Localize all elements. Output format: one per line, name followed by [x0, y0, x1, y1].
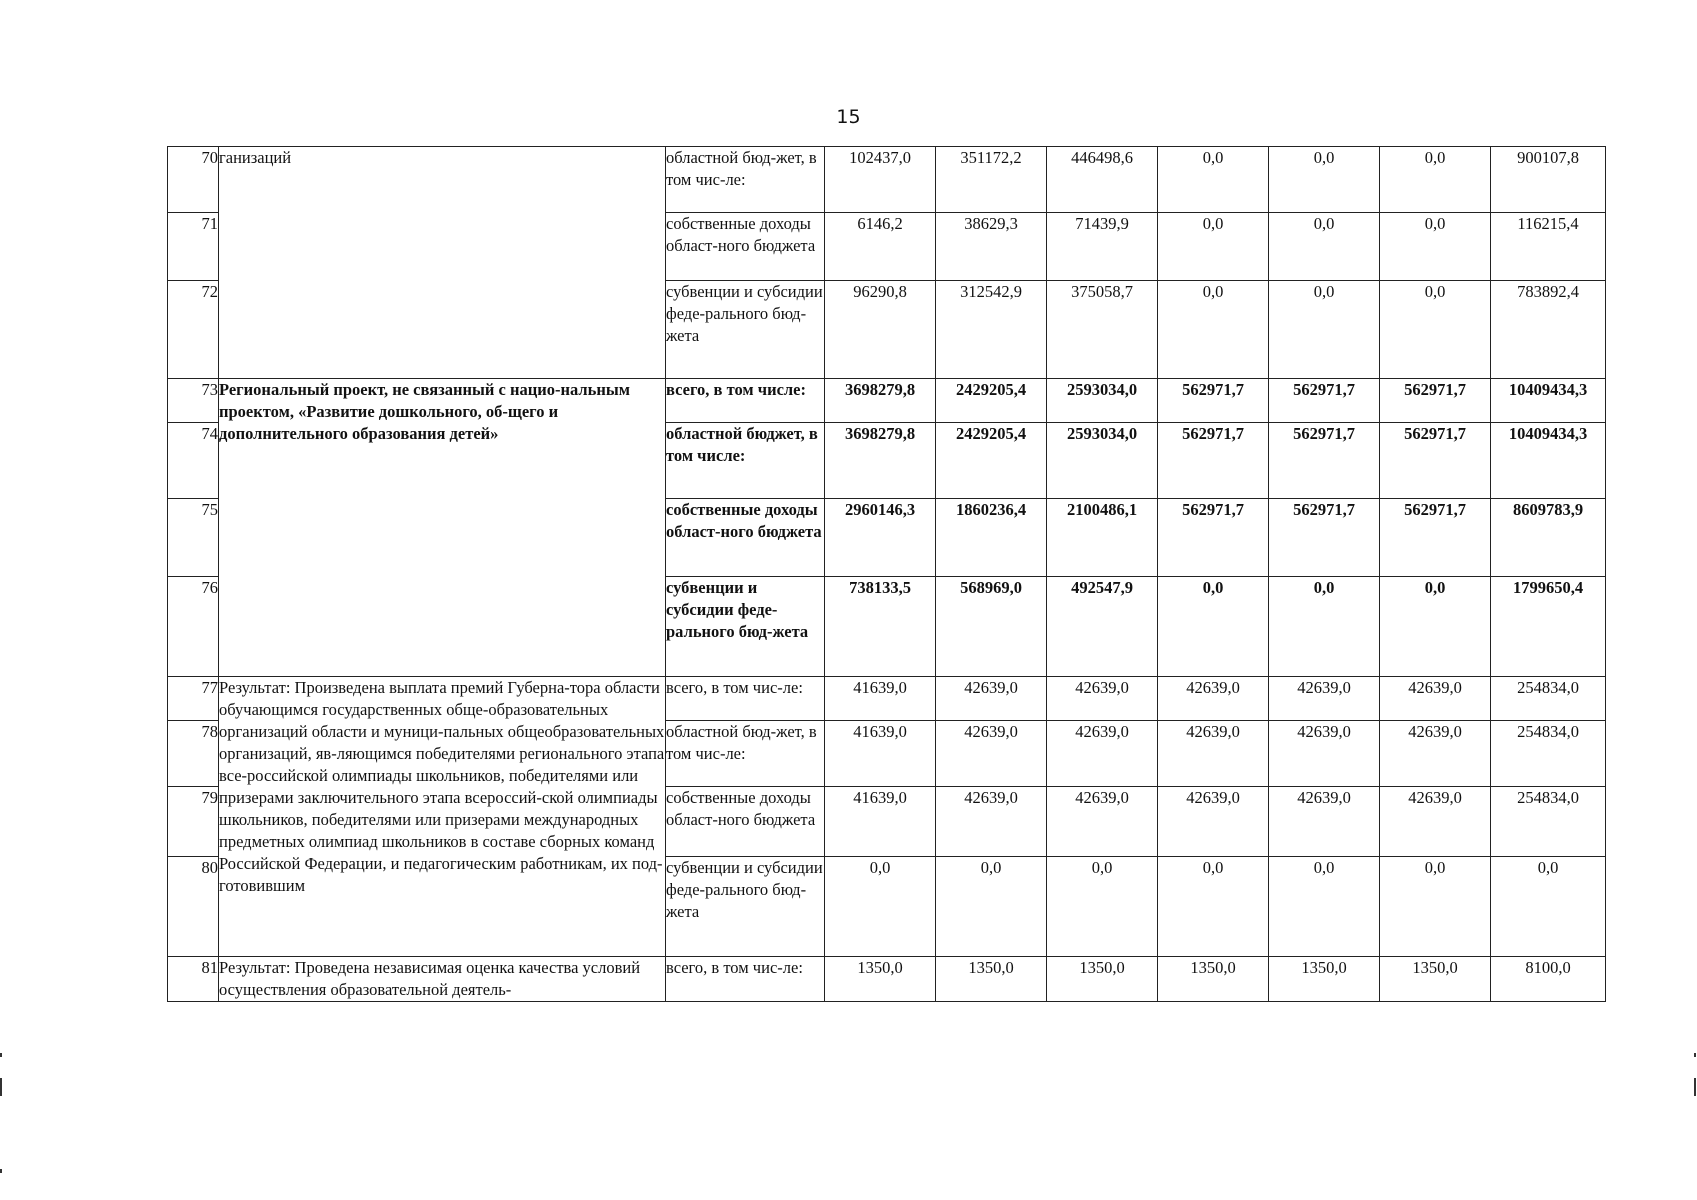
value-cell: 1350,0 [1269, 957, 1380, 1002]
value-cell: 3698279,8 [825, 379, 936, 423]
group-description: ганизаций [219, 147, 666, 379]
funding-source: всего, в том чис-ле: [666, 677, 825, 721]
value-cell: 562971,7 [1380, 499, 1491, 577]
value-cell: 1350,0 [825, 957, 936, 1002]
value-cell: 562971,7 [1158, 379, 1269, 423]
funding-source: областной бюд-жет, в том чис-ле: [666, 721, 825, 787]
value-cell: 1350,0 [936, 957, 1047, 1002]
value-cell: 42639,0 [1269, 677, 1380, 721]
table-row [168, 379, 1606, 423]
funding-source: субвенции и субсидии феде-рального бюд-жета [666, 281, 825, 379]
value-cell: 492547,9 [1047, 577, 1158, 677]
value-cell: 562971,7 [1269, 423, 1380, 499]
row-number: 70 [168, 147, 219, 213]
funding-source: субвенции и субсидии феде-рального бюд-жета [666, 857, 825, 957]
scan-edge-mark [1694, 1053, 1696, 1057]
total-cell: 10409434,3 [1491, 379, 1606, 423]
total-cell: 254834,0 [1491, 787, 1606, 857]
value-cell: 0,0 [1269, 213, 1380, 281]
funding-source: всего, в том числе: [666, 379, 825, 423]
value-cell: 42639,0 [1158, 677, 1269, 721]
table-row [168, 957, 1606, 1002]
total-cell: 783892,4 [1491, 281, 1606, 379]
value-cell: 0,0 [1380, 857, 1491, 957]
scan-edge-mark [0, 1169, 2, 1173]
table-row [168, 147, 1606, 213]
row-number: 72 [168, 281, 219, 379]
value-cell: 0,0 [1158, 147, 1269, 213]
row-number: 80 [168, 857, 219, 957]
value-cell: 0,0 [1380, 281, 1491, 379]
row-number: 71 [168, 213, 219, 281]
row-number: 73 [168, 379, 219, 423]
value-cell: 0,0 [1269, 147, 1380, 213]
scan-edge-mark [0, 1078, 2, 1096]
total-cell: 1799650,4 [1491, 577, 1606, 677]
value-cell: 71439,9 [1047, 213, 1158, 281]
value-cell: 2429205,4 [936, 423, 1047, 499]
total-cell: 0,0 [1491, 857, 1606, 957]
value-cell: 41639,0 [825, 677, 936, 721]
value-cell: 375058,7 [1047, 281, 1158, 379]
funding-source: субвенции и субсидии феде-рального бюд-жета [666, 577, 825, 677]
value-cell: 562971,7 [1380, 379, 1491, 423]
total-cell: 900107,8 [1491, 147, 1606, 213]
value-cell: 351172,2 [936, 147, 1047, 213]
value-cell: 42639,0 [1158, 787, 1269, 857]
value-cell: 562971,7 [1269, 379, 1380, 423]
row-number: 79 [168, 787, 219, 857]
value-cell: 0,0 [825, 857, 936, 957]
value-cell: 102437,0 [825, 147, 936, 213]
funding-source: собственные доходы област-ного бюджета [666, 499, 825, 577]
group-description: Региональный проект, не связанный с нацио-нальным проектом, «Развитие дошкольного, об-щего и дополнительного образования детей» [219, 379, 666, 677]
value-cell: 562971,7 [1269, 499, 1380, 577]
value-cell: 42639,0 [1158, 721, 1269, 787]
funding-source: всего, в том чис-ле: [666, 957, 825, 1002]
total-cell: 8609783,9 [1491, 499, 1606, 577]
value-cell: 0,0 [936, 857, 1047, 957]
row-number: 77 [168, 677, 219, 721]
table-row [168, 677, 1606, 721]
funding-source: областной бюджет, в том числе: [666, 423, 825, 499]
total-cell: 8100,0 [1491, 957, 1606, 1002]
value-cell: 562971,7 [1158, 499, 1269, 577]
total-cell: 254834,0 [1491, 677, 1606, 721]
row-number: 76 [168, 577, 219, 677]
value-cell: 562971,7 [1380, 423, 1491, 499]
scan-edge-mark [1694, 1078, 1696, 1096]
value-cell: 2960146,3 [825, 499, 936, 577]
value-cell: 0,0 [1158, 577, 1269, 677]
value-cell: 0,0 [1380, 213, 1491, 281]
row-number: 74 [168, 423, 219, 499]
value-cell: 0,0 [1158, 281, 1269, 379]
value-cell: 0,0 [1269, 577, 1380, 677]
funding-source: собственные доходы област-ного бюджета [666, 787, 825, 857]
value-cell: 96290,8 [825, 281, 936, 379]
value-cell: 42639,0 [1380, 721, 1491, 787]
value-cell: 42639,0 [1380, 787, 1491, 857]
group-description: Результат: Произведена выплата премий Губерна-тора области обучающимся государственных обще-образовательных организаций области и муници-пальных общеобразовательных организаций, яв-ляющимся победителями регионального этапа все-российской олимпиады школьников, победителями или призерами заключительного этапа всероссий-ской олимпиады школьников, победителями или призерами международных предметных олимпиад школьников в составе сборных команд Российской Федерации, и педагогическим работникам, их под-готовившим [219, 677, 666, 957]
value-cell: 42639,0 [936, 787, 1047, 857]
value-cell: 2593034,0 [1047, 423, 1158, 499]
value-cell: 2593034,0 [1047, 379, 1158, 423]
row-number: 81 [168, 957, 219, 1002]
value-cell: 0,0 [1380, 147, 1491, 213]
value-cell: 0,0 [1047, 857, 1158, 957]
value-cell: 42639,0 [1047, 787, 1158, 857]
scan-edge-mark [0, 1053, 2, 1057]
value-cell: 6146,2 [825, 213, 936, 281]
value-cell: 41639,0 [825, 787, 936, 857]
budget-table [167, 146, 1606, 1002]
value-cell: 0,0 [1380, 577, 1491, 677]
value-cell: 1350,0 [1047, 957, 1158, 1002]
value-cell: 2100486,1 [1047, 499, 1158, 577]
value-cell: 42639,0 [1269, 787, 1380, 857]
value-cell: 2429205,4 [936, 379, 1047, 423]
funding-source: областной бюд-жет, в том чис-ле: [666, 147, 825, 213]
value-cell: 1350,0 [1158, 957, 1269, 1002]
value-cell: 0,0 [1269, 281, 1380, 379]
value-cell: 0,0 [1158, 857, 1269, 957]
row-number: 75 [168, 499, 219, 577]
value-cell: 42639,0 [1047, 677, 1158, 721]
value-cell: 312542,9 [936, 281, 1047, 379]
value-cell: 42639,0 [1047, 721, 1158, 787]
value-cell: 42639,0 [1380, 677, 1491, 721]
group-description: Результат: Проведена независимая оценка качества условий осуществления образовательной деятель- [219, 957, 666, 1002]
value-cell: 1860236,4 [936, 499, 1047, 577]
value-cell: 446498,6 [1047, 147, 1158, 213]
funding-source: собственные доходы област-ного бюджета [666, 213, 825, 281]
row-number: 78 [168, 721, 219, 787]
value-cell: 1350,0 [1380, 957, 1491, 1002]
value-cell: 0,0 [1269, 857, 1380, 957]
total-cell: 116215,4 [1491, 213, 1606, 281]
value-cell: 41639,0 [825, 721, 936, 787]
value-cell: 0,0 [1158, 213, 1269, 281]
value-cell: 42639,0 [936, 677, 1047, 721]
value-cell: 42639,0 [1269, 721, 1380, 787]
total-cell: 10409434,3 [1491, 423, 1606, 499]
value-cell: 738133,5 [825, 577, 936, 677]
value-cell: 42639,0 [936, 721, 1047, 787]
total-cell: 254834,0 [1491, 721, 1606, 787]
value-cell: 38629,3 [936, 213, 1047, 281]
value-cell: 568969,0 [936, 577, 1047, 677]
page-number: 15 [836, 106, 861, 128]
value-cell: 562971,7 [1158, 423, 1269, 499]
value-cell: 3698279,8 [825, 423, 936, 499]
